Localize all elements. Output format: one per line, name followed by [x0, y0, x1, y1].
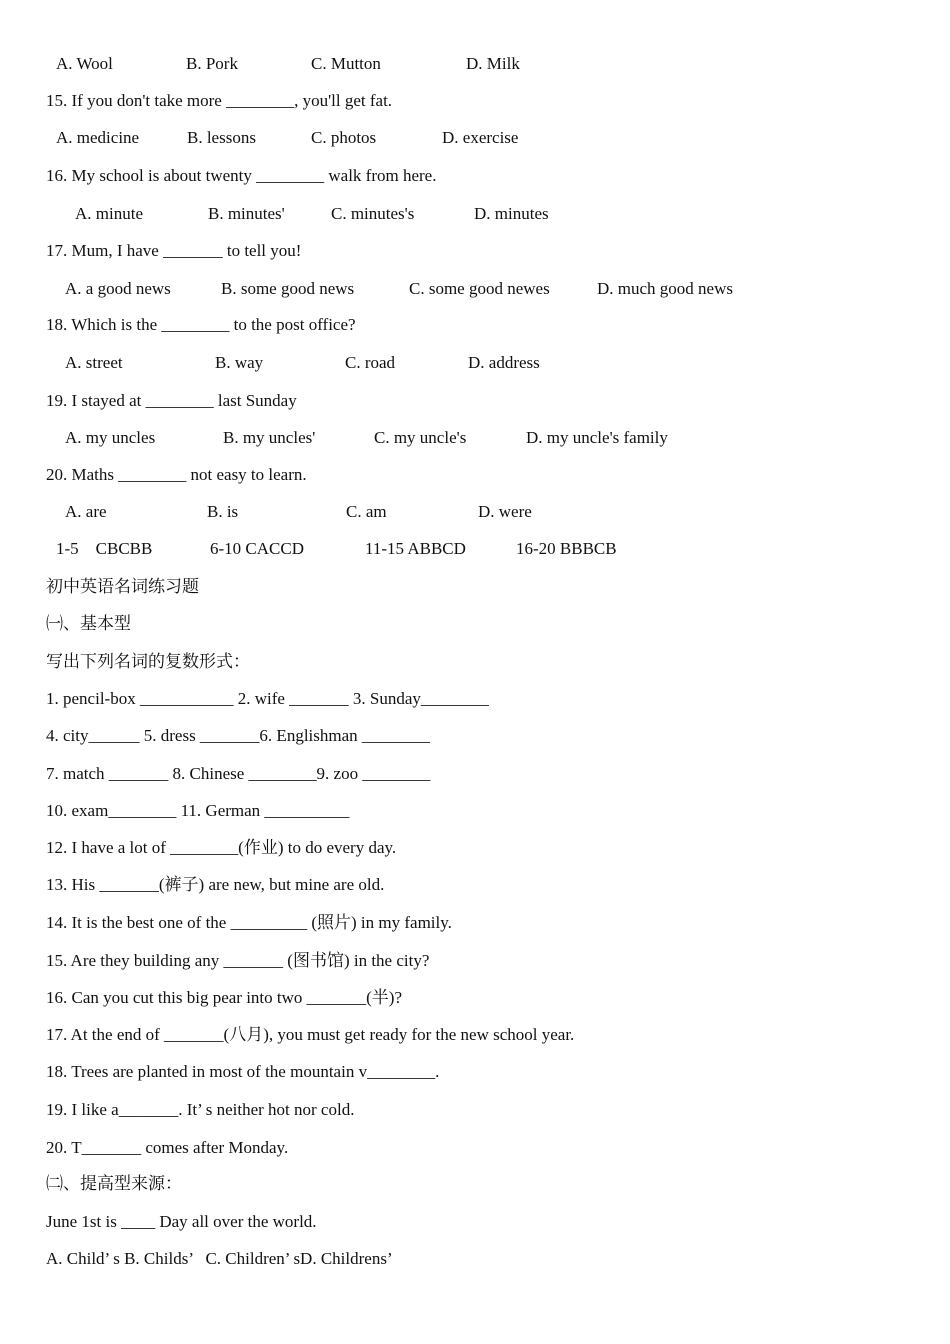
q19-option-a: A. my uncles: [65, 428, 156, 447]
advanced-question-options: A. Child’ s B. Childs’ C. Children’ sD. Childrens’: [46, 1249, 393, 1268]
q15-option-a: A. medicine: [56, 128, 140, 147]
exercise-line: 4. city______ 5. dress _______6. Englishman ________: [46, 726, 430, 745]
exercise-line: 17. At the end of _______(八月), you must get ready for the new school year.: [46, 1025, 575, 1044]
q18-stem: 18. Which is the ________ to the post office?: [46, 315, 356, 334]
q19-option-d: D. my uncle's family: [526, 428, 668, 447]
q16-option-a: A. minute: [75, 204, 143, 223]
instruction: 写出下列名词的复数形式：: [46, 652, 250, 671]
exercise-line: 18. Trees are planted in most of the mountain v________.: [46, 1062, 440, 1081]
q15-option-b: B. lessons: [187, 128, 256, 147]
q16-option-b: B. minutes': [208, 204, 285, 223]
exercise-line: 1. pencil-box ___________ 2. wife _______ 3. Sunday________: [46, 689, 489, 708]
q17-option-d: D. much good news: [597, 279, 733, 298]
q14-option-c: C. Mutton: [311, 54, 381, 73]
q19-option-b: B. my uncles': [223, 428, 316, 447]
exercise-line: 20. T_______ comes after Monday.: [46, 1138, 289, 1157]
q18-option-d: D. address: [468, 353, 540, 372]
exercise-line: 13. His _______(裤子) are new, but mine are old.: [46, 875, 385, 894]
q20-option-c: C. am: [346, 502, 387, 521]
q19-option-c: C. my uncle's: [374, 428, 467, 447]
q17-stem: 17. Mum, I have _______ to tell you!: [46, 241, 302, 260]
q16-option-d: D. minutes: [474, 204, 549, 223]
q15-option-c: C. photos: [311, 128, 377, 147]
section-title: 初中英语名词练习题: [46, 577, 199, 596]
exercise-line: 16. Can you cut this big pear into two _______(半)?: [46, 988, 403, 1007]
answer-key-11-15: 11-15 ABBCD: [365, 539, 466, 558]
exercise-line: 7. match _______ 8. Chinese ________9. zoo ________: [46, 764, 431, 783]
exercise-line: 15. Are they building any _______ (图书馆) in the city?: [46, 951, 430, 970]
q18-option-c: C. road: [345, 353, 396, 372]
advanced-question-stem: June 1st is ____ Day all over the world.: [46, 1212, 317, 1231]
q14-option-b: B. Pork: [186, 54, 238, 73]
q15-stem: 15. If you don't take more ________, you'll get fat.: [46, 91, 393, 110]
q20-option-d: D. were: [478, 502, 532, 521]
subsection-basic: ㈠、基本型: [46, 614, 131, 633]
q20-option-b: B. is: [207, 502, 239, 521]
exercise-line: 12. I have a lot of ________(作业) to do every day.: [46, 838, 397, 857]
q20-stem: 20. Maths ________ not easy to learn.: [46, 465, 307, 484]
subsection-advanced: ㈡、提高型来源：: [46, 1174, 182, 1193]
q18-option-b: B. way: [215, 353, 264, 372]
q14-option-a: A. Wool: [56, 54, 113, 73]
q17-option-a: A. a good news: [65, 279, 171, 298]
q15-option-d: D. exercise: [442, 128, 519, 147]
q16-stem: 16. My school is about twenty ________ walk from here.: [46, 166, 437, 185]
q17-option-b: B. some good news: [221, 279, 355, 298]
q16-option-c: C. minutes's: [331, 204, 415, 223]
answer-key-6-10: 6-10 CACCD: [210, 539, 304, 558]
answer-key-1-5: 1-5 CBCBB: [56, 539, 153, 558]
q18-option-a: A. street: [65, 353, 123, 372]
q14-option-d: D. Milk: [466, 54, 520, 73]
exercise-line: 14. It is the best one of the _________ (照片) in my family.: [46, 913, 452, 932]
q20-option-a: A. are: [65, 502, 107, 521]
q17-option-c: C. some good newes: [409, 279, 550, 298]
exercise-line: 10. exam________ 11. German __________: [46, 801, 350, 820]
q19-stem: 19. I stayed at ________ last Sunday: [46, 391, 297, 410]
exercise-line: 19. I like a_______. It’ s neither hot nor cold.: [46, 1100, 355, 1119]
answer-key-16-20: 16-20 BBBCB: [516, 539, 617, 558]
